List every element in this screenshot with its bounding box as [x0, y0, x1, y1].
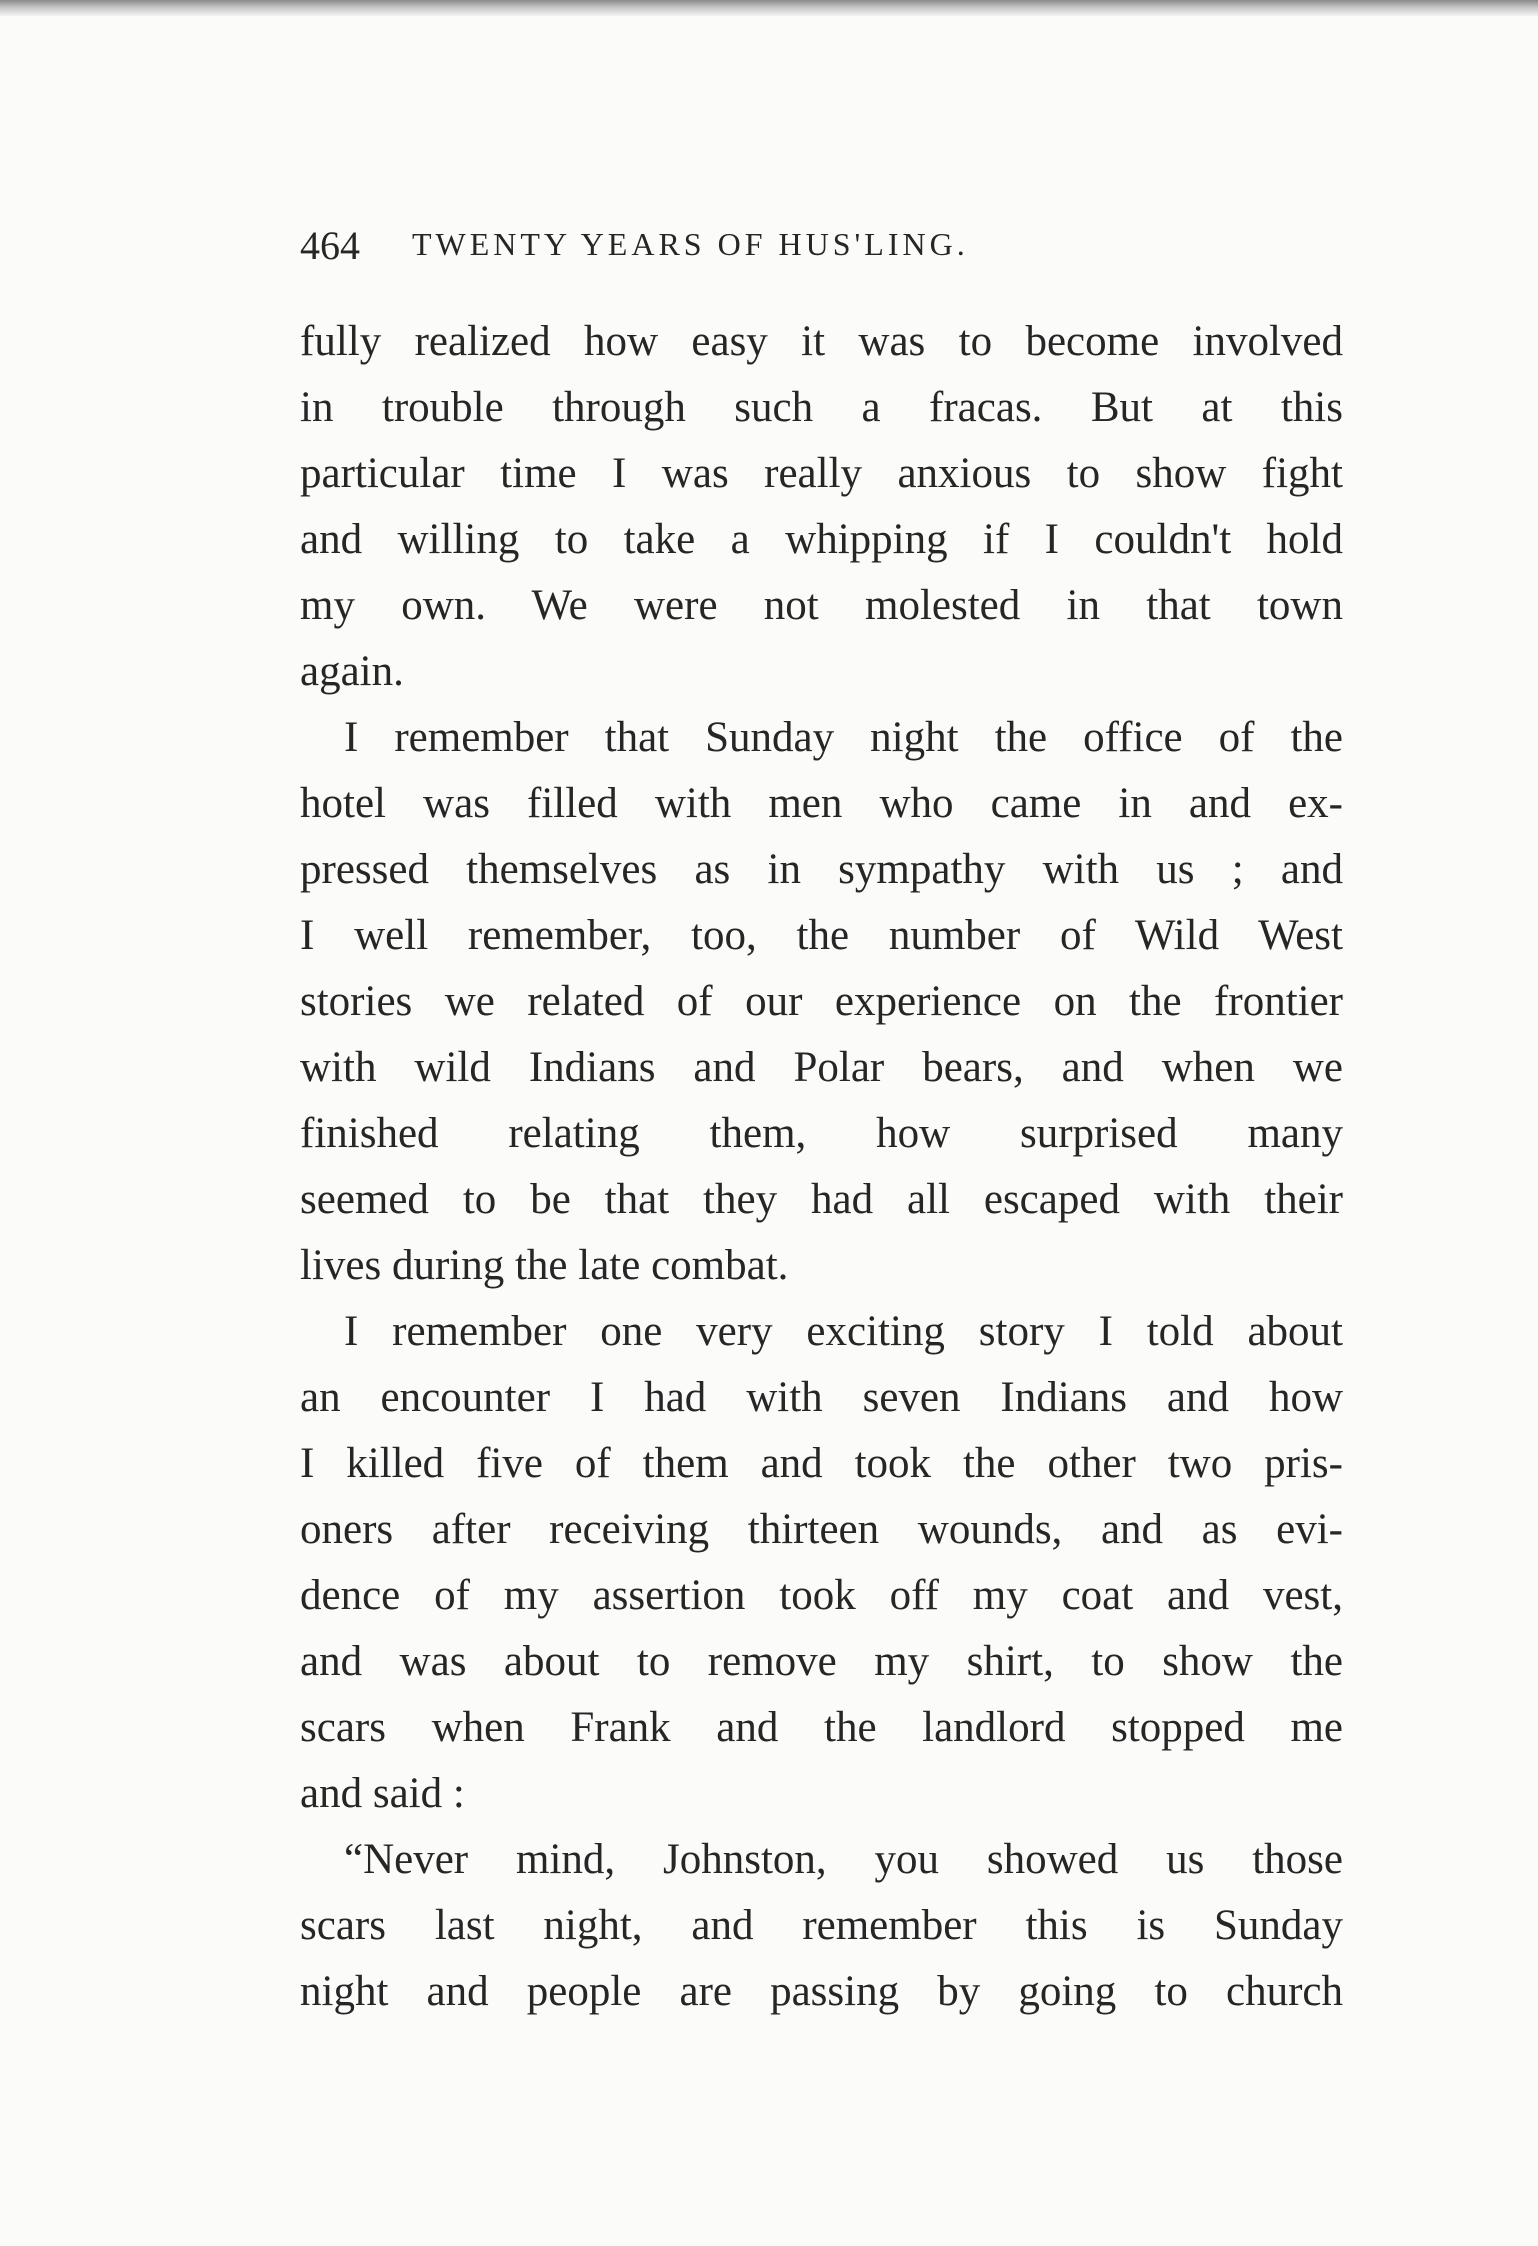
text-line: I killed five of them and took the other two pris- — [300, 1440, 1343, 1487]
running-title: TWENTY YEARS OF HUS'LING. — [412, 226, 969, 262]
text-line: finished relating them, how surprised many — [300, 1110, 1343, 1157]
text-line: fully realized how easy it was to become involved — [300, 318, 1343, 365]
text-line: oners after receiving thirteen wounds, and as evi- — [300, 1506, 1343, 1553]
text-line: pressed themselves as in sympathy with us ; and — [300, 846, 1343, 893]
scan-edge — [0, 0, 1538, 16]
text-line: and was about to remove my shirt, to show the — [300, 1638, 1343, 1685]
text-line: dence of my assertion took off my coat and vest, — [300, 1572, 1343, 1619]
body-text — [300, 309, 1343, 2025]
text-line: seemed to be that they had all escaped with their — [300, 1176, 1343, 1223]
text-line: “Never mind, Johnston, you showed us those — [344, 1836, 1343, 1883]
text-line: night and people are passing by going to church — [300, 1968, 1343, 2015]
text-line: lives during the late combat. — [300, 1242, 789, 1289]
page-header — [300, 222, 1350, 278]
page-number: 464 — [300, 223, 360, 268]
text-line: with wild Indians and Polar bears, and when we — [300, 1044, 1343, 1091]
text-line: I well remember, too, the number of Wild West — [300, 912, 1343, 959]
text-line: my own. We were not molested in that town — [300, 582, 1343, 629]
text-line: I remember one very exciting story I told about — [344, 1308, 1343, 1355]
text-line: an encounter I had with seven Indians and how — [300, 1374, 1343, 1421]
text-line: I remember that Sunday night the office of the — [344, 714, 1343, 761]
text-line: stories we related of our experience on the frontier — [300, 978, 1343, 1025]
text-line: and said : — [300, 1770, 465, 1817]
text-line: again. — [300, 648, 404, 695]
text-line: scars when Frank and the landlord stopped me — [300, 1704, 1343, 1751]
text-line: and willing to take a whipping if I couldn't hold — [300, 516, 1343, 563]
text-line: hotel was filled with men who came in and ex- — [300, 780, 1343, 827]
text-line: scars last night, and remember this is Sunday — [300, 1902, 1343, 1949]
text-line: particular time I was really anxious to show fight — [300, 450, 1343, 497]
text-line: in trouble through such a fracas. But at this — [300, 384, 1343, 431]
